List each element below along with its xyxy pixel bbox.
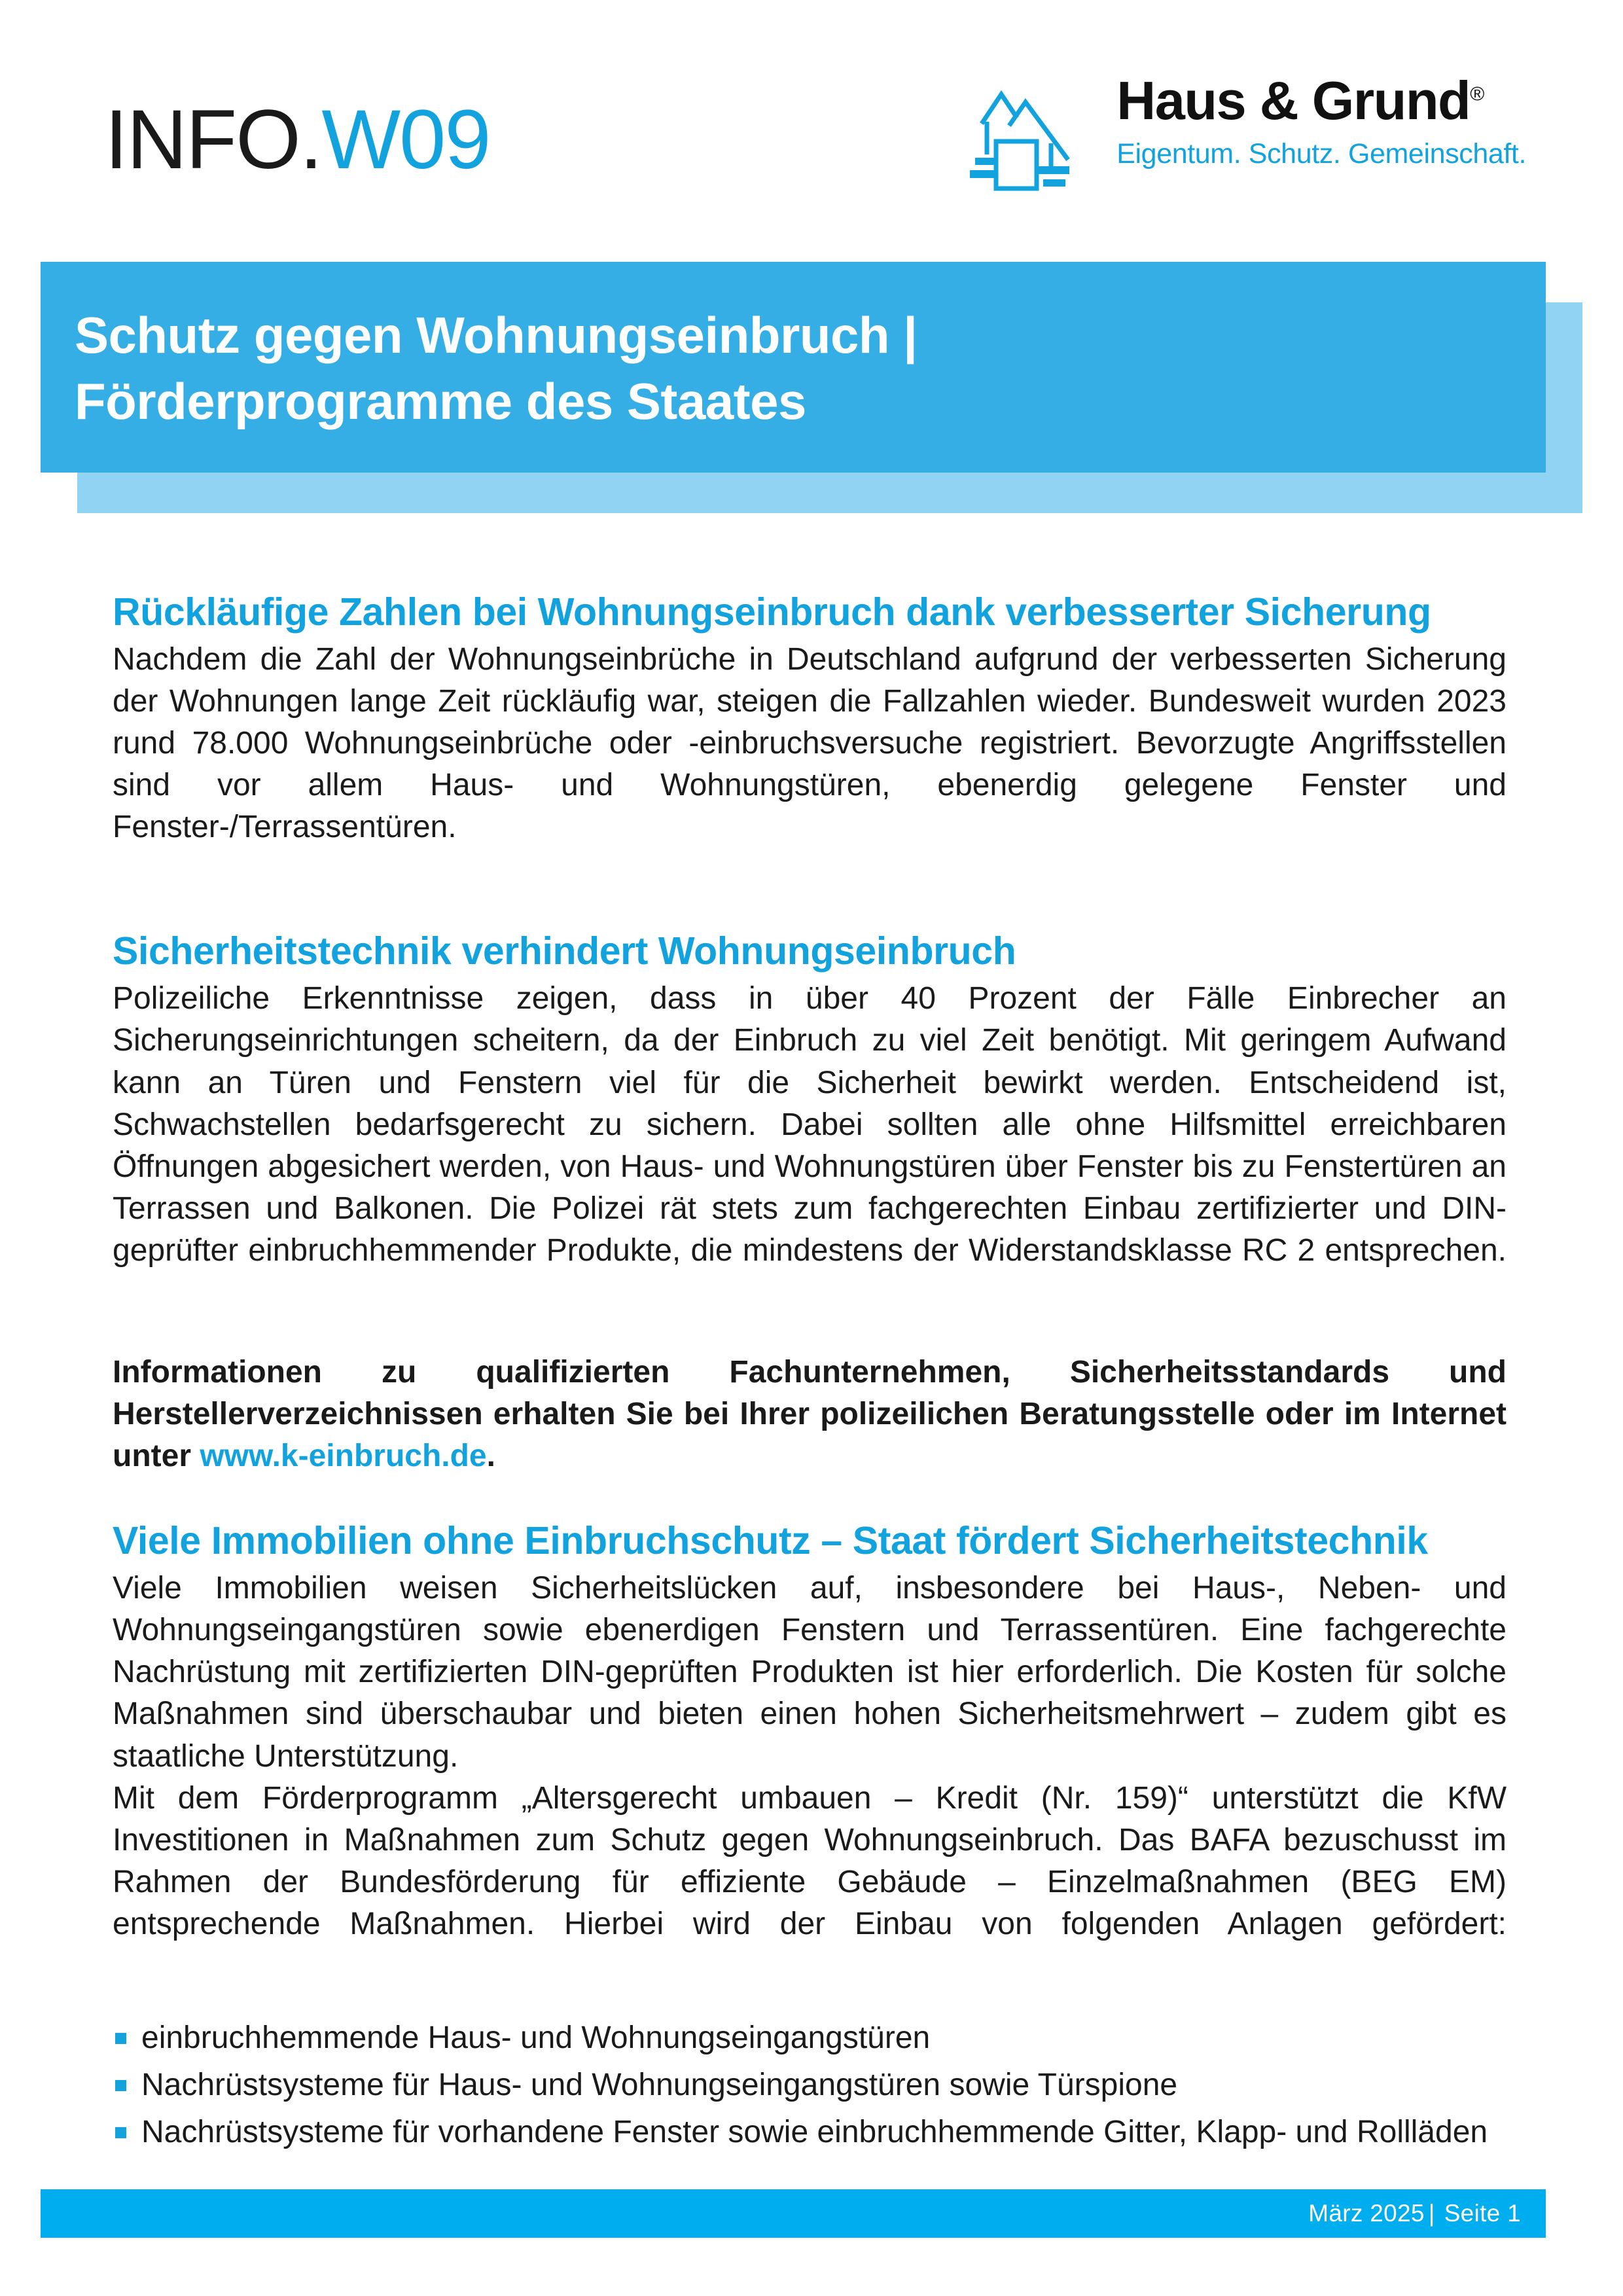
page-footer <box>41 2189 1546 2238</box>
document-code-suffix: W09 <box>321 93 490 187</box>
brand-wordmark <box>1116 70 1526 131</box>
title-banner <box>0 262 1623 517</box>
section-1-heading: Rückläufige Zahlen bei Wohnungseinbruch dank verbesserter Sicherung <box>113 590 1431 634</box>
k-einbruch-link[interactable]: www.k-einbruch.de <box>200 1439 487 1474</box>
brand-logo-text <box>1116 70 1526 170</box>
spacer-2 <box>113 1314 1507 1352</box>
spacer-3 <box>113 1477 1507 1518</box>
list-item: Nachrüstsysteme für vorhandene Fenster sowie einbruchhemmende Gitter, Klapp- und Rollläden <box>113 2111 1507 2153</box>
main-content <box>113 589 1507 2159</box>
document-code-prefix: INFO. <box>105 93 322 187</box>
list-item: Nachrüstsysteme für Haus- und Wohnungseingangstüren sowie Türspione <box>113 2064 1507 2106</box>
section-2-paragraph: Polizeiliche Erkenntnisse zeigen, dass in über 40 Prozent der Fälle Einbrecher an Sicherungseinrichtungen scheitern, da der Einbruch zu viel Zeit benötigt. Mit geringem Aufwand kann an Türen und Fenstern viel für die Sicherheit bewirkt werden. Entscheidend ist, Schwachstellen bedarfsgerecht zu sichern. Dabei sollten alle ohne Hilfsmittel erreichbaren Öffnungen abgesichert werden, von Haus- und Wohnungstüren über Fenster bis zu Fenstertüren an Terrassen und Balkonen. Die Polizei rät stets zum fachgerechten Einbau zertifizierter und DIN-geprüfter einbruchhemmender Produkte, die mindestens der Widerstandsklasse RC 2 entsprechen. <box>113 981 1507 1268</box>
list-item: einbruchhemmende Haus- und Wohnungseingangstüren <box>113 2017 1507 2059</box>
banner-title-line-1: Schutz gegen Wohnungseinbruch | <box>75 306 918 364</box>
section-2 <box>113 928 1507 1314</box>
brand-wordmark-text: Haus & Grund <box>1116 70 1471 131</box>
funded-measures-list <box>113 2017 1507 2153</box>
highlight-note-text-before: Informationen zu qualifizierten Fachunternehmen, Sicherheitsstandards und Herstellerverzeichnissen erhalten Sie bei Ihrer polizeilichen Beratungsstelle oder im Internet unter <box>113 1355 1507 1474</box>
footer-date: März 2025 <box>1308 2200 1425 2227</box>
page-header <box>0 0 1623 236</box>
section-3-paragraph-2: Mit dem Förderprogramm „Altersgerecht umbauen – Kredit (Nr. 159)“ unterstützt die KfW Investitionen in Maßnahmen zum Schutz gegen Wohnungseinbruch. Das BAFA bezuschusst im Rahmen der Bundesförderung für effiziente Gebäude – Einzelmaßnahmen (BEG EM) entsprechende Maßnahmen. Hierbei wird der Einbau von folgenden Anlagen gefördert: <box>113 1780 1507 1941</box>
section-1-paragraph: Nachdem die Zahl der Wohnungseinbrüche in Deutschland aufgrund der verbesserten Sicherung der Wohnungen lange Zeit rückläufig war, steigen die Fallzahlen wieder. Bundesweit wurden 2023 rund 78.000 Wohnungseinbrüche oder -einbruchsversuche registriert. Bevorzugte Angriffsstellen sind vor allem Haus- und Wohnungstüren, ebenerdig gelegene Fenster und Fenster-/Terrassentüren. <box>113 641 1507 845</box>
spacer-1 <box>113 890 1507 928</box>
footer-separator: | <box>1428 2200 1435 2227</box>
haus-und-grund-house-logo-icon <box>970 81 1094 192</box>
section-3-paragraph-1: Viele Immobilien weisen Sicherheitslücken auf, insbesondere bei Haus-, Neben- und Wohnungseingangstüren sowie ebenerdigen Fenstern und Terrassentüren. Eine fachgerechte Nachrüstung mit zertifizierten DIN-geprüften Produkten ist hier erforderlich. Die Kosten für solche Maßnahmen sind überschaubar und bieten einen hohen Sicherheitsmehrwert – zudem gibt es staatliche Unterstützung. <box>113 1571 1507 1774</box>
brand-tagline: Eigentum. Schutz. Gemeinschaft. <box>1116 138 1526 170</box>
section-1 <box>113 589 1507 890</box>
document-code <box>105 93 490 187</box>
spacer-4 <box>113 1987 1507 2017</box>
banner-title-line-2: Förderprogramme des Staates <box>75 372 806 431</box>
footer-page-number: Seite 1 <box>1444 2200 1521 2227</box>
registered-trademark-icon: ® <box>1470 83 1485 105</box>
section-3 <box>113 1518 1507 1987</box>
footer-meta <box>1308 2189 1521 2238</box>
section-3-heading: Viele Immobilien ohne Einbruchschutz – Staat fördert Sicherheitstechnik <box>113 1519 1428 1563</box>
highlight-note <box>113 1352 1507 1477</box>
brand-logo <box>970 70 1526 192</box>
highlight-note-text-after: . <box>486 1439 495 1474</box>
banner-title <box>75 302 1469 435</box>
section-2-heading: Sicherheitstechnik verhindert Wohnungseinbruch <box>113 929 1016 973</box>
